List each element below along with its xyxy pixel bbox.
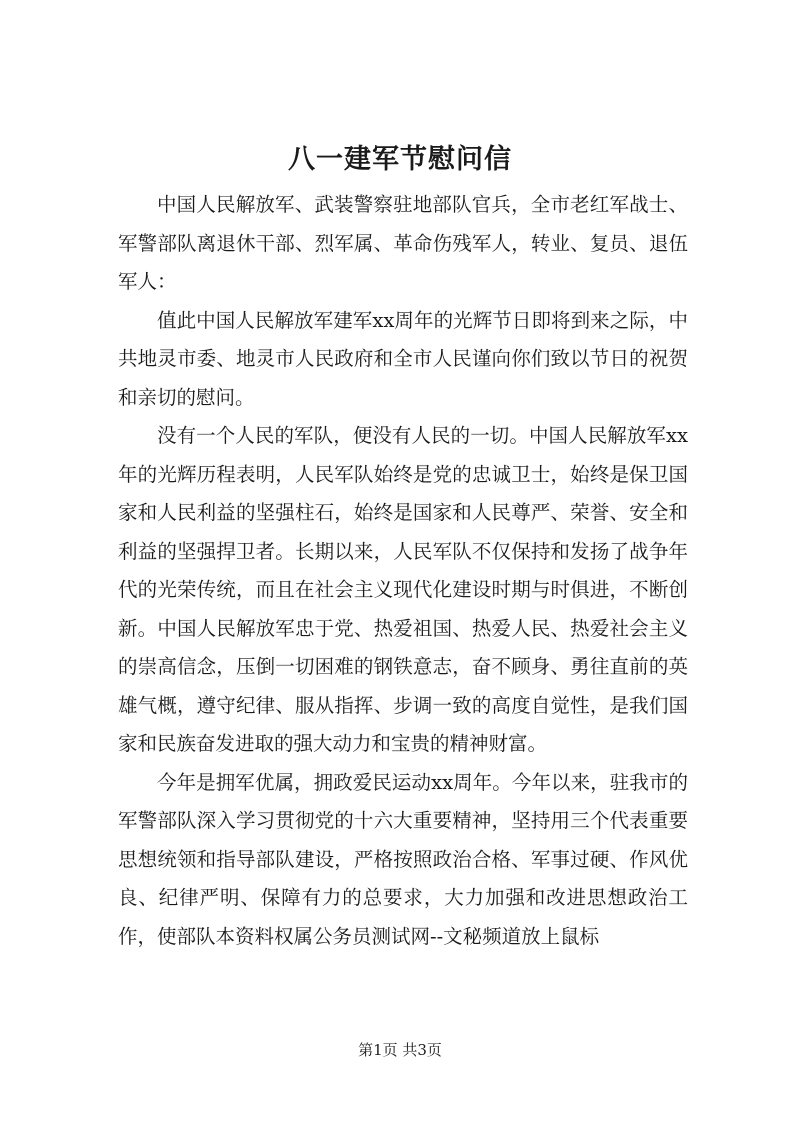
paragraph-salutation: 中国人民解放军、武装警察驻地部队官兵，全市老红军战士、军警部队离退休干部、烈军属、革命伤残军人，转业、复员、退伍军人： <box>118 193 688 293</box>
paragraph-this-year: 今年是拥军优属，拥政爱民运动xx周年。今年以来，驻我市的军警部队深入学习贯彻党的十六大重要精神，坚持用三个代表重要思想统领和指导部队建设，严格按照政治合格、军事过硬、作风优良、纪律严明、保障有力的总要求，大力加强和改进思想政治工作，使部队本资料权属公务员测试网--文秘频道放上鼠标 <box>118 770 688 948</box>
document-title: 八一建军节慰问信 <box>288 144 512 175</box>
paragraph-greeting: 值此中国人民解放军建军xx周年的光辉节日即将到来之际，中共地灵市委、地灵市人民政府和全市人民谨向你们致以节日的祝贺和亲切的慰问。 <box>118 308 688 409</box>
page-number-footer: 第1页 共3页 <box>358 1041 442 1059</box>
paragraph-army-history: 没有一个人民的军队，便没有人民的一切。中国人民解放军xx年的光辉历程表明，人民军队始终是党的忠诚卫士，始终是保卫国家和人民利益的坚强柱石，始终是国家和人民尊严、荣誉、安全和利益的坚强捍卫者。长期以来，人民军队不仅保持和发扬了战争年代的光荣传统，而且在社会主义现代化建设时期与时俱进，不断创新。中国人民解放军忠于党、热爱祖国、热爱人民、热爱社会主义的崇高信念，压倒一切困难的钢铁意志，奋不顾身、勇往直前的英雄气概，遵守纪律、服从指挥、步调一致的高度自觉性，是我们国家和民族奋发进取的强大动力和宝贵的精神财富。 <box>118 424 688 755</box>
document-body <box>118 186 688 956</box>
